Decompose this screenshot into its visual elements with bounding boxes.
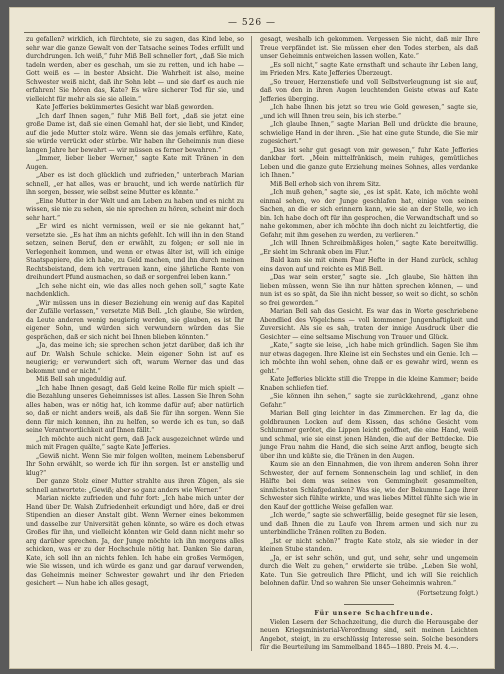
paragraph: „Aber es ist doch glücklich und zufrieden,“ unterbrach Marian schnell, „er hat alles, was er braucht, und ich werde natürlich für ihn sorgen, besser, wie selbst seine Mutter es könnte.“ — [26, 172, 244, 196]
paragraph: Bald kam sie mit einem Paar Hefte in der Hand zurück, schlug eins davon auf und reichte es Miß Bell. — [260, 257, 478, 273]
paragraph: „Kate,“ sagte sie leise, „ich habe mich gründlich. Sagen Sie ihm nur etwas dagegen. Ihre Kleine ist ein Sechstes und ein Genie. Ich — ich möchte ihn wohl sehen, ohne daß er es gewahr wird, wenn es geht.“ — [260, 342, 478, 375]
paragraph: „Ich darf Ihnen sagen,“ fuhr Miß Bell fort, „daß sie jetzt eine große Dame ist, daß sie einen Gemahl hat, der sie liebt, und Kinder, auf die jede Mutter stolz wäre. Wenn sie das jemals erführe, Kate, sie würde verrückt oder stürbe. Wir haben ihr Geheimnis nun diese langen Jahre her bewahrt — wir müssen es ferner bewahren.“ — [26, 112, 244, 154]
newspaper-page — [10, 8, 494, 668]
paragraph: gesagt, weshalb ich gekommen. Vergessen Sie nicht, daß mir Ihre Treue verpfändet ist. Sie müssen eher den Todes sterben, als daß unser Geheimnis entweichen lassen wollen, Kate.“ — [260, 36, 478, 60]
header-rule — [24, 32, 480, 33]
paragraph: Kaum sie an den Einnahmen, die von ihrem anderen Sohn ihrer Schwester, der auf fernem Sonnenschein lag und schlief, in den Hälfte bei dem was seines von Gemmingheit gesammelten, sinnlichsten Schlafgedanken? Was sie, wie der Bekumme Lage ihrer Schwester sich fühlte wirkte, und was liebes Mittel fühlte sich wie in den Kauf der gottliche Weise gefallen war. — [260, 461, 478, 511]
notice-heading: Für unsere Schachfreunde. — [314, 610, 434, 617]
notice-section — [260, 610, 478, 653]
notice-text: Vielen Lesern der Schachzeitung, die durch die Herausgabe der neuen Kriegsministerial-Verordnung sind, seit meinen Leichten Angebot, steigt, in zu erschlüssig Interesse sein. Solche besonders für die Beurteilung im Sammelband 1845—1880. Preis M. 4.—. — [260, 618, 478, 651]
paragraph: Kate Jefferies bekümmertes Gesicht war blaß geworden. — [36, 104, 214, 111]
right-column — [260, 36, 478, 653]
paragraph: „Ich habe Ihnen bis jetzt so treu wie Gold gewesen,“ sagte sie, „und ich will Ihnen treu sein, bis ich sterbe.“ — [260, 104, 478, 120]
continuation-note: (Fortsetzung folgt.) — [417, 589, 478, 597]
paragraph: „Ja, das meine ich; sie sprechen schon jetzt darüber, daß ich ihr auf Dr. Walsh Schule schicke. Mein eigener Sohn ist auf es neugierig; er verwundert sich oft, warum Werner das und das bekommt und er nicht.“ — [26, 342, 244, 375]
paragraph: Marian Bell ging leichter in das Zimmerchen. Er lag da, die goldbraunen Locken auf dem Kissen, das schöne Gesicht vom Schlummer gerötet, die Lippen leicht geöffnet, die eine Hand, weiß und schmal, wie sie einst jenen Händen, die auf der Bettdecke. Die junge Frau nahm die Hand, die sich seine Arzt anflog, beugte sich über ihn und küßte sie, die Tränen in den Augen. — [260, 410, 478, 460]
paragraph: „Wir müssen uns in dieser Beziehung ein wenig auf das Kapitel der Zufälle verlassen,“ versetzte Miß Bell. „Ich glaube, Sie würden, da Leute anderen wenig neugierig werden, sie glauben, es ist Ihr eigener Sohn, und würden sich verwundern würden das Sie gesprächen, daß er sich nicht bei Ihnen blieben könnten.“ — [26, 299, 244, 341]
paragraph: zu gefallen? wirklich, ich fürchtete, sie zu sagen, das Kind lebe, so sehr war die ganze Gewalt von der Tatsache seines Todes erfüllt und durchdrungen. Ich weiß,“ fuhr Miß Bell schneller fort, „daß Sie mich tadeln werden, aber es geschah, um sie zu retten, und ich habe — Gott weiß es — in bester Absicht. Die Wahrheit ist also, meine Schwester weiß nicht, daß ihr Sohn lebt — und sie darf es auch nie erfahren! Sie hören das, Kate? Es wäre sicherer Tod für sie, und vielleicht für mehr als sie sie allein.“ — [26, 36, 244, 103]
paragraph: „Ist er nicht schön?“ fragte Kate stolz, als sie wieder in der kleinen Stube standen. — [260, 537, 478, 553]
page-number: — 526 — — [228, 18, 276, 28]
paragraph: „Er wird es nicht vermissen, weil er sie nie gekannt hat,“ versetzte sie. „Es hat ihm an nichts gefehlt. Ich will ihn in den Stand setzen, seinen Beruf, den er erwählt, zu folgen; er soll nie in Verlegenheit kommen, und wenn er etwas älter ist, will ich einige Staatspapiere, die ich habe, zu Geld machen, und ihn durch meinen Rechtsbeistand, dem ich vertrauen kann, eine jährliche Rente von dreihundert Pfund ausmachen, so daß er sorgenfrei leben kann.“ — [26, 223, 244, 281]
paragraph: „Ich muß gehen,“ sagte sie, „es ist spät. Kate, ich möchte wohl einmal sehen, wo der Junge geschlafen hat, einige von seinen Sachen, an die er sich erinnern kann, wie sie an der Stelle, wo ich bin. Ich habe doch oft für ihn gesprochen, die Verwandtschaft und so nahe gekommen, aber ich möchte ihn doch nicht zu leichtfertig, die Gefahr, mit ihm gesehen zu werden, zu verlieren.“ — [260, 189, 478, 239]
paragraph: „Ich will Ihnen Schreibmäßiges holen,“ sagte Kate bereitwillig. „Er sieht im Schrank oben im Flur.“ — [260, 240, 478, 256]
paragraph: „Ich glaube Ihnen,“ sagte Marian Bell und drückte die braune, schwielige Hand in der ihren. „Sie hat eine gute Stunde, die Sie mir zugesichert.“ — [260, 121, 478, 145]
paragraph: „Das ist sehr gut gesagt von mir gewesen,“ fuhr Kate Jefferies dankbar fort. „Mein mittelfränkisch, mein ruhiges, gemütliches Leben und die ganze gute Erziehung meines Sohnes, alles verdanke ich Ihnen.“ — [260, 146, 478, 179]
paragraph: „Ich habe Ihnen gesagt, daß Geld keine Rolle für mich spielt — die Bezahlung unseres Geheimnisses ist alles. Lassen Sie Ihren Sohn alles haben, was er nötig hat, ich komme dafür auf; aber natürlich so, daß er nicht anders weiß, als daß Sie für ihn sorgen. Wenn Sie denn für mich kennen, ihn zu helfen, so werde ich es tun, so daß seine Verantwortlichkeit auf Ihnen fällt.“ — [26, 384, 244, 434]
paragraph: „So treuer, Herzenstiefe und voll Selbstverleugnung ist sie auf, daß von den in ihren Augen leuchtenden Geiste etwas auf Kate Jefferies überging. — [260, 78, 478, 103]
paragraph: „Ich möchte auch nicht gern, daß Jack ausgezeichnet würde und mich mit Fragen quälte,“ sagte Kate Jefferies. — [26, 435, 244, 451]
paragraph: „Gewiß nicht. Wenn Sie mir folgen wollten, meinem Lebensberuf Ihr Sohn erwählt, so werde ich für ihn sorgen. Ist er anstellig und klug?“ — [26, 452, 244, 477]
paragraph: „Ich sehe nicht ein, wie das alles noch gehen soll,“ sagte Kate nachdenklich. — [26, 282, 244, 298]
paragraph: Der ganze Stolz einer Mutter strahlte aus ihren Zügen, als sie schnell antwortete: „Gewiß; aber so ganz anders wie Werner.“ — [26, 478, 244, 494]
paragraph: „Eine Mutter in der Welt und am Leben zu haben und es nicht zu wissen, sie nie zu sehen, sie nie sprechen zu hören, scheint mir doch sehr hart.“ — [26, 197, 244, 222]
paragraph: „Es soll nicht,“ sagte Kate ernsthaft und schaute ihr Leben lang, im Frieden Mrs. Kate Jefferies Überzeugt. — [260, 61, 478, 77]
paragraph: Miß Bell sah ungeduldig auf. — [36, 376, 127, 383]
paragraph: „Immer, lieber lieber Werner,“ sagte Kate mit Tränen in den Augen. — [26, 155, 244, 171]
right-column-paragraphs — [260, 36, 478, 589]
paragraph: „Das war sein erster,“ sagte sie. „Ich glaube, Sie hätten ihn lieben müssen, wenn Sie ihn nur hätten sprechen können, — und nun ist es so spät, da Sie ihn nicht besser, so weit so dicht, so schön so frei geworden.“ — [260, 274, 478, 307]
column-divider — [251, 36, 252, 651]
paragraph: „Ich werde,“ sagte sie schwerfällig, beide gesegnet für sie lesen, und daß Ihnen die zu Laufe von Ihrem armen und sich nur zu unterbindliche Tränen rollten zu Boden. — [260, 512, 478, 536]
paragraph: Kate Jefferies blickte still die Treppe in die kleine Kammer; beide Knaben schliefen tief. — [260, 376, 478, 392]
section-separator — [344, 604, 394, 605]
paragraph: Miß Bell erhob sich von ihrem Sitz. — [270, 180, 381, 188]
paragraph: Marian nickte zufrieden und fuhr fort: „Ich habe mich unter der Hand über Dr. Walsh Zufriedenheit erkundigt und höre, daß er drei Stipendien an dieser Anstalt gibt. Wenn Werner eines bekommen und dasselbe zur Universität gehen könnte, so wäre es doch etwas Großes für ihn, und vielleicht könnten wir Geld dann nicht mehr so arg darüber sprechen. Ja, der Junge möchte ich ihn morgens alles schicken, was er zu der Hochschule nötig hat. Danken Sie daran, Kate, ich soll ihn an nichts fehlen. Ich habe ein großes Vermögen, wie Sie wissen, und ich würde es ganz und gar darauf verwenden, das Geheimnis meiner Schwester gewahrt und ihr den Frieden gesichert — Nun habe ich alles gesagt, — [26, 495, 244, 587]
paragraph: Marian Bell sah das Gesicht. Es war das in Worte geschriebene Abendlied des Vögelchens — voll kommener Jungenhaftigkeit und Zuversicht. Als sie es sah, traten der innige Ausdruck über die Gesichter — eine seltsame Mischung von Trauer und Glück. — [260, 308, 478, 341]
paragraph: „Ja, er ist sehr schön, und gut, und sehr, sehr und ungemein durch die Welt zu gehen,“ erwiderte sie trübe. „Leben Sie wohl, Kate. Tun Sie getreulich Ihre Pflicht, und ich will Sie reichlich belohnen dafür. Und so wahren Sie unser Geheimnis wahren.“ — [260, 554, 478, 587]
left-column — [26, 36, 244, 589]
paragraph: „Sie können ihn sehen,“ sagte sie zurückkehrend, „ganz ohne Gefahr.“ — [260, 393, 478, 409]
